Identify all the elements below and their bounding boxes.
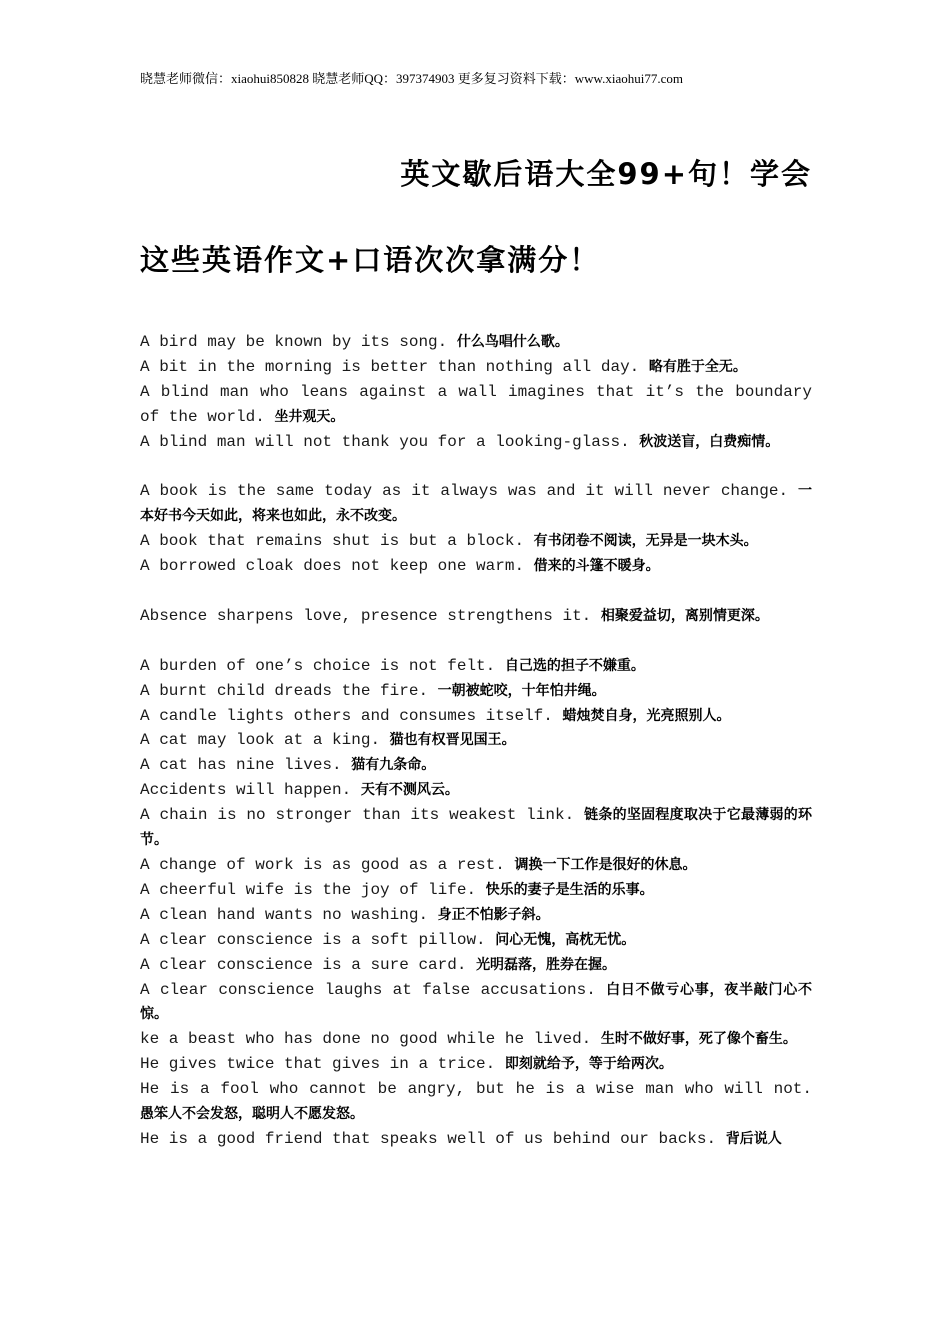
proverb-entry	[140, 679, 812, 704]
proverb-entry	[140, 430, 812, 455]
proverb-list	[140, 330, 812, 1152]
proverb-entry	[140, 554, 812, 579]
proverb-english: A candle lights others and consumes itself.	[140, 706, 553, 725]
page-header: 晓慧老师微信：xiaohui850828 晓慧老师QQ：397374903 更多复习资料下载：www.xiaohui77.com	[140, 71, 683, 86]
proverb-entry	[140, 330, 812, 355]
proverb-entry	[140, 728, 812, 753]
proverb-english: A clear conscience is a sure card.	[140, 955, 467, 974]
document-title-line-1: 英文歇后语大全99+句！学会	[400, 157, 812, 191]
proverb-chinese: 略有胜于全无。	[648, 358, 747, 375]
proverb-chinese: 天有不测风云。	[360, 782, 459, 799]
proverb-english: A clear conscience laughs at false accusations.	[140, 980, 596, 999]
proverb-english: A clean hand wants no washing.	[140, 905, 429, 924]
document-title-line-2: 这些英语作文+口语次次拿满分！	[140, 243, 601, 277]
proverb-entry	[140, 753, 812, 778]
proverb-chinese: 秋波送盲，白费痴情。	[639, 433, 780, 450]
proverb-entry	[140, 903, 812, 928]
proverb-chinese: 借来的斗篷不暖身。	[533, 558, 660, 575]
proverb-entry	[140, 878, 812, 903]
proverb-english: A book is the same today as it always was and it will never change.	[140, 482, 789, 501]
proverb-chinese: 自己选的担子不嫌重。	[504, 657, 645, 674]
proverb-chinese: 坐井观天。	[274, 408, 345, 425]
proverb-entry	[140, 704, 812, 729]
proverb-chinese: 一朝被蛇咬，十年怕井绳。	[437, 682, 606, 699]
proverb-english: A chain is no stronger than its weakest link.	[140, 806, 575, 825]
proverb-chinese: 即刻就给予，等于给两次。	[504, 1056, 673, 1073]
proverb-entry	[140, 803, 812, 853]
proverb-chinese: 愚笨人不会发怒，聪明人不愿发怒。	[140, 1106, 364, 1123]
proverb-chinese: 生时不做好事，死了像个畜生。	[600, 1031, 797, 1048]
proverb-english: A burden of one’s choice is not felt.	[140, 656, 496, 675]
proverb-english: ke a beast who has done no good while he lived.	[140, 1030, 592, 1049]
proverb-chinese: 一本好书今天如此，将来也如此，永不改变。	[140, 483, 812, 525]
proverb-english: Absence sharpens love, presence strengthens it.	[140, 606, 592, 625]
proverb-entry	[140, 978, 812, 1028]
proverb-chinese: 有书闭卷不阅读，无异是一块木头。	[533, 533, 758, 550]
proverb-chinese: 调换一下工作是很好的休息。	[514, 856, 697, 873]
proverb-english: A book that remains shut is but a block.	[140, 532, 525, 551]
proverb-english: A bird may be known by its song.	[140, 333, 448, 351]
proverb-chinese: 相聚爱益切，离别情更深。	[600, 607, 769, 624]
proverb-english: A cheerful wife is the joy of life.	[140, 880, 477, 899]
paragraph-gap	[140, 455, 812, 480]
proverb-chinese: 背后说人	[725, 1130, 782, 1147]
proverb-entry	[140, 1127, 812, 1152]
proverb-english: Accidents will happen.	[140, 781, 352, 800]
proverb-english: A blind man who leans against a wall imagines that it’s the boundary of the world.	[140, 382, 812, 426]
proverb-entry	[140, 355, 812, 380]
proverb-chinese: 身正不怕影子斜。	[437, 906, 550, 923]
proverb-entry	[140, 1077, 812, 1127]
proverb-english: He gives twice that gives in a trice.	[140, 1055, 496, 1074]
proverb-english: A bit in the morning is better than nothing all day.	[140, 357, 640, 376]
proverb-english: He is a fool who cannot be angry, but he is a wise man who will not.	[140, 1080, 812, 1099]
proverb-english: A borrowed cloak does not keep one warm.	[140, 557, 525, 576]
proverb-entry	[140, 654, 812, 679]
proverb-entry	[140, 479, 812, 529]
proverb-chinese: 光明磊落，胜券在握。	[476, 956, 617, 973]
proverb-chinese: 链条的坚固程度取决于它最薄弱的环节。	[140, 807, 813, 849]
proverb-chinese: 问心无愧，高枕无忧。	[495, 931, 636, 948]
paragraph-gap	[140, 629, 812, 654]
proverb-chinese: 蜡烛焚自身，光亮照别人。	[562, 707, 731, 724]
proverb-english: A burnt child dreads the fire.	[140, 681, 429, 700]
proverb-english: A blind man will not thank you for a looking-glass.	[140, 432, 630, 451]
proverb-entry	[140, 778, 812, 803]
proverb-chinese: 快乐的妻子是生活的乐事。	[485, 881, 654, 898]
proverb-entry	[140, 953, 812, 978]
proverb-entry	[140, 928, 812, 953]
proverb-english: He is a good friend that speaks well of us behind our backs.	[140, 1129, 717, 1148]
proverb-english: A cat has nine lives.	[140, 756, 342, 775]
proverb-english: A cat may look at a king.	[140, 731, 381, 750]
proverb-english: A change of work is as good as a rest.	[140, 855, 505, 874]
proverb-entry	[140, 604, 812, 629]
proverb-entry	[140, 1027, 812, 1052]
proverb-chinese: 猫有九条命。	[351, 757, 436, 774]
proverb-entry	[140, 853, 812, 878]
proverb-chinese: 什么鸟唱什么歌。	[456, 334, 569, 350]
paragraph-gap	[140, 579, 812, 604]
proverb-chinese: 白日不做亏心事，夜半敲门心不惊。	[140, 981, 812, 1023]
proverb-entry	[140, 380, 812, 430]
proverb-entry	[140, 1052, 812, 1077]
proverb-entry	[140, 529, 812, 554]
proverb-chinese: 猫也有权晋见国王。	[389, 732, 516, 749]
proverb-english: A clear conscience is a soft pillow.	[140, 930, 486, 949]
